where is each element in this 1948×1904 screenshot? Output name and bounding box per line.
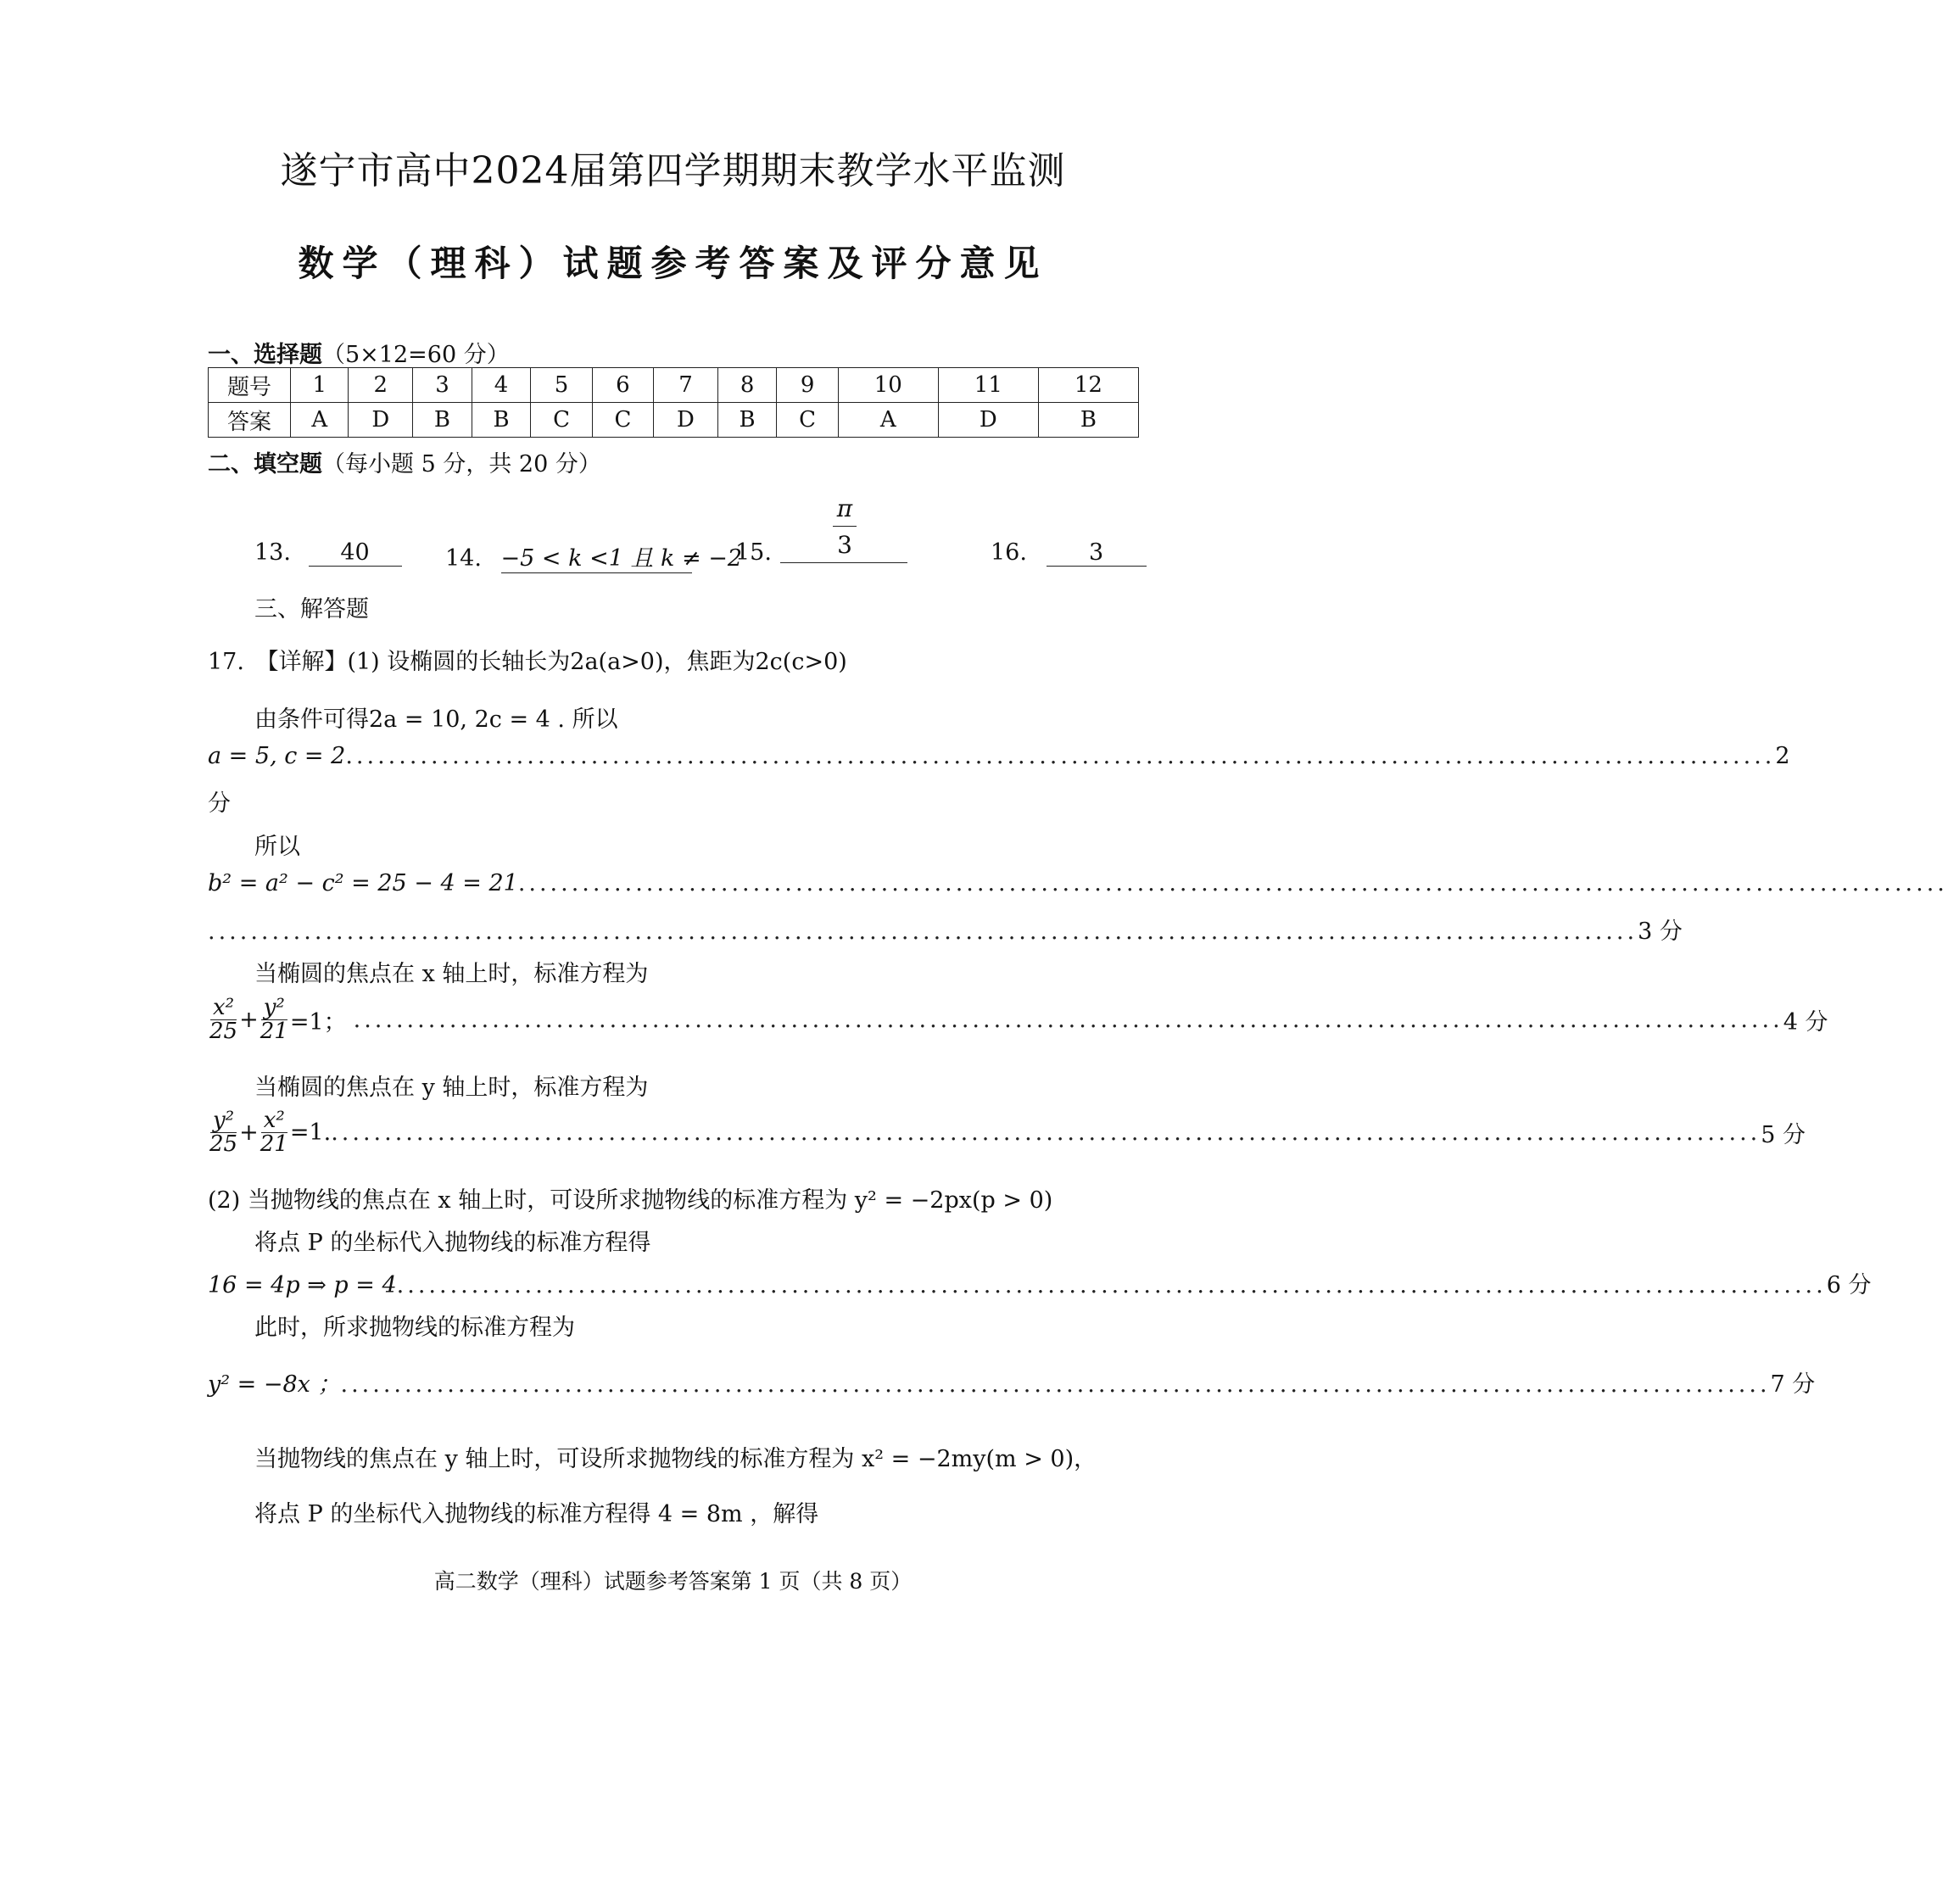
q17-line2 <box>208 743 1790 769</box>
table-cell: B <box>717 403 777 438</box>
leader-dots: ...................................................................................................................................... <box>353 1007 1783 1034</box>
table-cell: 3 <box>413 368 472 403</box>
q17-line7: 将点 P 的坐标代入抛物线的标准方程得 <box>254 1230 651 1256</box>
q17-line2-unit: 分 <box>208 790 231 817</box>
fraction: $\frac{\text{x²}}{21}$ <box>260 1108 288 1158</box>
table-cell: C <box>531 403 592 438</box>
q17-line8 <box>208 1266 1872 1299</box>
table-cell: 4 <box>472 368 531 403</box>
table-cell: 6 <box>592 368 653 403</box>
fraction: $\frac{\text{y²}}{21}$ <box>260 995 288 1045</box>
q15-numerator: π <box>836 494 853 522</box>
table-cell: C <box>592 403 653 438</box>
table-cell: 1 <box>291 368 349 403</box>
fill-q15-number: 15. <box>735 539 772 566</box>
page-subtitle: 数学（理科）试题参考答案及评分意见 <box>298 243 1048 284</box>
row-label-question: 题号 <box>209 368 291 403</box>
section2-title: 二、填空题 <box>208 451 322 477</box>
q17-line10-eq: y² = −8x ； <box>208 1371 341 1398</box>
leader-dots: ...................................................................................................................................... <box>396 1272 1827 1298</box>
plus-sign: + <box>239 1120 259 1147</box>
q13-number: 13. <box>254 539 291 566</box>
q17-line4-score: 3 分 <box>1638 918 1683 945</box>
q17-eq2-score: 5 分 <box>1761 1122 1806 1149</box>
q17-eq1-score: 4 分 <box>1783 1009 1828 1036</box>
fraction: $\frac{\text{x²}}{25}$ <box>209 995 238 1045</box>
q17-eq2 <box>208 1108 1806 1158</box>
table-cell: B <box>472 403 531 438</box>
q17-intro: 17. 【详解】(1) 设椭圆的长轴长为2a(a>0)，焦距为2c(c>0) <box>208 649 847 675</box>
table-cell: D <box>938 403 1038 438</box>
leader-dots: ...................................................................................................................................... <box>517 870 1948 896</box>
table-row-answers <box>209 403 1139 438</box>
table-cell: D <box>349 403 413 438</box>
table-cell: C <box>777 403 838 438</box>
leader-dots: ...................................................................................................................................... <box>345 743 1776 769</box>
q17-line6: 当椭圆的焦点在 y 轴上时，标准方程为 <box>254 1075 649 1101</box>
section2-heading <box>208 445 601 478</box>
table-cell: A <box>838 403 938 438</box>
section2-note: （每小题 5 分，共 20 分） <box>322 451 601 477</box>
fill-q13 <box>254 539 402 567</box>
q17-line12: 将点 P 的坐标代入抛物线的标准方程得 4 = 8m ，解得 <box>254 1501 819 1527</box>
q17-line10-score: 7 分 <box>1770 1371 1816 1398</box>
q17-eq2-tail: =1. <box>289 1120 332 1147</box>
q16-answer: 3 <box>1047 539 1147 567</box>
table-cell: 12 <box>1038 368 1138 403</box>
q17-line8-eq: 16 = 4p ⇒ p = 4 <box>208 1272 397 1298</box>
table-cell: 5 <box>531 368 592 403</box>
q17-part2: (2) 当抛物线的焦点在 x 轴上时，可设所求抛物线的标准方程为 y² = −2px(p > 0) <box>208 1187 1053 1214</box>
table-cell: 7 <box>654 368 718 403</box>
page-footer: 高二数学（理科）试题参考答案第 1 页（共 8 页） <box>433 1569 913 1594</box>
q17-line10 <box>208 1365 1816 1399</box>
q17-line4-eq: b² = a² − c² = 25 − 4 = 21 <box>208 870 518 896</box>
page-title: 遂宁市高中2024届第四学期期末教学水平监测 <box>280 149 1066 193</box>
fill-q14 <box>445 539 742 573</box>
section1-note: （5×12=60 分） <box>322 342 510 368</box>
q15-fraction-bar <box>833 526 857 527</box>
q14-number: 14. <box>445 545 482 572</box>
section1-title: 一、选择题 <box>208 342 322 368</box>
table-cell: 10 <box>838 368 938 403</box>
table-cell: A <box>291 403 349 438</box>
fill-q16 <box>991 539 1147 567</box>
leader-dots: ...................................................................................................................................... <box>340 1371 1771 1398</box>
table-cell: 9 <box>777 368 838 403</box>
table-cell: 2 <box>349 368 413 403</box>
q14-answer: −5 < k <1 且 k ≠ −2 <box>501 539 692 573</box>
q17-line1: 由条件可得2a = 10, 2c = 4 . 所以 <box>254 706 618 733</box>
q17-eq1 <box>208 995 1828 1045</box>
q17-line4-cont <box>208 913 1683 946</box>
plus-sign: + <box>239 1007 259 1034</box>
row-label-answer: 答案 <box>209 403 291 438</box>
q16-number: 16. <box>991 539 1027 566</box>
q17-line9: 此时，所求抛物线的标准方程为 <box>254 1315 575 1341</box>
q17-line3: 所以 <box>254 834 300 860</box>
q15-underline <box>780 562 907 563</box>
table-cell: B <box>1038 403 1138 438</box>
table-cell: D <box>654 403 718 438</box>
section1-heading <box>208 336 510 369</box>
q17-line2-eq: a = 5, c = 2 <box>208 743 346 769</box>
q17-line11: 当抛物线的焦点在 y 轴上时，可设所求抛物线的标准方程为 x² = −2my(m > 0)， <box>254 1446 1097 1472</box>
q13-answer: 40 <box>309 539 402 567</box>
table-cell: 11 <box>938 368 1038 403</box>
q17-eq1-tail: =1； <box>289 1009 347 1036</box>
answer-table <box>208 367 1139 438</box>
q17-line8-score: 6 分 <box>1826 1272 1872 1298</box>
q17-line4 <box>208 870 1948 896</box>
q15-denominator: 3 <box>837 531 852 559</box>
fraction: $\frac{\text{y²}}{25}$ <box>209 1108 238 1158</box>
section3-heading: 三、解答题 <box>254 596 369 623</box>
q17-line5: 当椭圆的焦点在 x 轴上时，标准方程为 <box>254 961 649 987</box>
leader-dots: ...................................................................................................................................... <box>208 918 1638 945</box>
leader-dots: ...................................................................................................................................... <box>331 1120 1761 1147</box>
table-row-numbers <box>209 368 1139 403</box>
table-cell: 8 <box>717 368 777 403</box>
q17-line2-score: 2 <box>1775 743 1790 769</box>
table-cell: B <box>413 403 472 438</box>
